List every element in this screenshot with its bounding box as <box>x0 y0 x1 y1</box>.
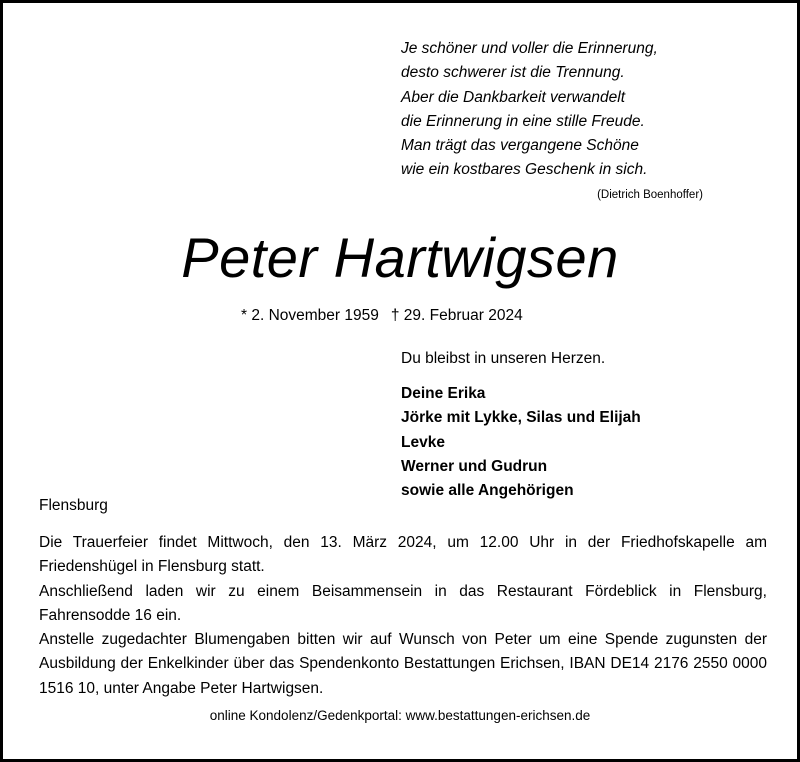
farewell-line: Du bleibst in unseren Herzen. <box>401 350 606 367</box>
city: Flensburg <box>39 497 108 514</box>
death-date: † 29. Februar 2024 <box>390 307 523 324</box>
mourner: Deine Erika <box>401 385 486 402</box>
mourner: Werner und Gudrun <box>401 457 548 475</box>
quote-line: Man trägt das vergangene Schöne <box>401 137 639 155</box>
gathering-info: Anschließend laden wir zu einem Beisammensein in das Restaurant Fördeblick in Flensburg, Fahrensodde 16 ein. <box>39 582 767 624</box>
quote-line: wie ein kostbares Geschenk in sich. <box>401 161 648 179</box>
life-dates <box>241 307 523 325</box>
funeral-info: Die Trauerfeier findet Mittwoch, den 13. März 2024, um 12.00 Uhr in der Friedhofskapelle am Friedenshügel in Flensburg statt. <box>39 534 767 576</box>
quote-line: Je schöner und voller die Erinnerung, <box>401 40 658 57</box>
quote-line: Aber die Dankbarkeit verwandelt <box>401 88 626 106</box>
quote-line: desto schwerer ist die Trennung. <box>401 64 625 82</box>
mourner: sowie alle Angehörigen <box>401 482 574 500</box>
mourner: Jörke mit Lykke, Silas und Elijah <box>401 409 641 427</box>
mourners-list <box>401 382 641 503</box>
funeral-details <box>39 531 767 701</box>
quote-line: die Erinnerung in eine stille Freude. <box>401 112 645 130</box>
birth-date: * 2. November 1959 <box>241 307 379 324</box>
deceased-name: Peter Hartwigsen <box>181 226 619 289</box>
donation-info: Anstelle zugedachter Blumengaben bitten wir auf Wunsch von Peter um eine Spende zugunsten der Ausbildung der Enkelkinder über das Spendenkonto Bestattungen Erichsen, IBAN DE14 2176 2550 0000 1516 10, unter Angabe Peter Hartwigsen. <box>39 631 767 697</box>
condolence-portal: online Kondolenz/Gedenkportal: www.bestattungen-erichsen.de <box>209 708 591 723</box>
quote <box>401 37 711 183</box>
mourner: Levke <box>401 433 445 451</box>
quote-author: (Dietrich Boenhoffer) <box>597 189 703 201</box>
